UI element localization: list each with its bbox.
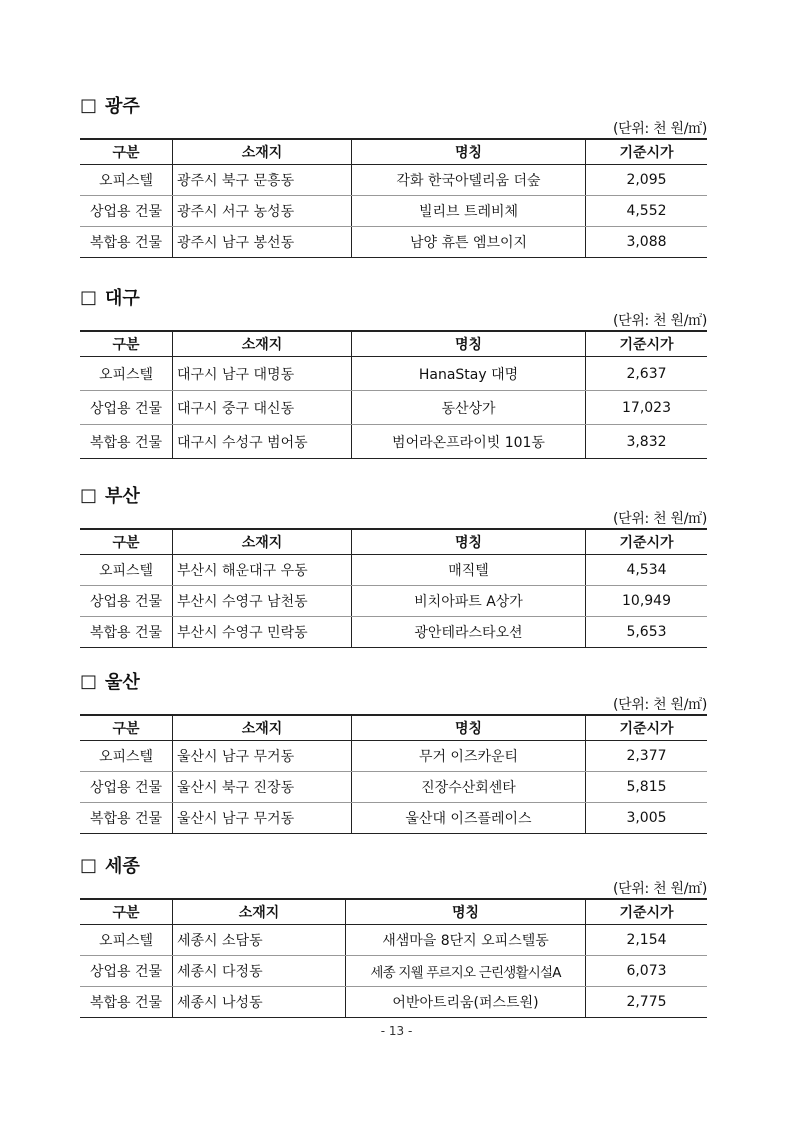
cell-location: 세종시 소담동 <box>173 925 346 956</box>
table-row <box>80 925 707 956</box>
cell-name: 울산대 이즈플레이스 <box>352 803 586 834</box>
table-row <box>80 803 707 834</box>
price-table <box>80 714 707 834</box>
cell-category: 복합용 건물 <box>80 803 173 834</box>
cell-category: 복합용 건물 <box>80 425 173 459</box>
section-title <box>80 482 140 508</box>
cell-value: 2,775 <box>586 987 708 1018</box>
unit-label: (단위: 천 원/㎡) <box>612 511 707 527</box>
cell-name: 각화 한국아델리움 더숲 <box>352 165 586 196</box>
cell-name: 광안테라스타오션 <box>352 617 586 648</box>
cell-category: 오피스텔 <box>80 925 173 956</box>
cell-name: 남양 휴튼 엠브이지 <box>352 227 586 258</box>
table-row <box>80 425 707 459</box>
price-table <box>80 528 707 648</box>
header-location: 소재지 <box>173 139 352 165</box>
cell-value: 4,552 <box>586 196 708 227</box>
table-row <box>80 956 707 987</box>
table-row <box>80 741 707 772</box>
cell-value: 2,377 <box>586 741 708 772</box>
cell-name: 빌리브 트레비체 <box>352 196 586 227</box>
cell-category: 상업용 건물 <box>80 391 173 425</box>
header-name: 명칭 <box>352 331 586 357</box>
cell-category: 상업용 건물 <box>80 196 173 227</box>
header-value: 기준시가 <box>586 529 708 555</box>
price-table <box>80 898 707 1018</box>
table-row <box>80 586 707 617</box>
table-header-row <box>80 529 707 555</box>
cell-location: 부산시 해운대구 우동 <box>173 555 352 586</box>
header-location: 소재지 <box>173 331 352 357</box>
table-header-row <box>80 715 707 741</box>
cell-value: 2,637 <box>586 357 708 391</box>
cell-name: 동산상가 <box>352 391 586 425</box>
section-title <box>80 668 140 694</box>
cell-name: 진장수산회센타 <box>352 772 586 803</box>
cell-value: 3,005 <box>586 803 708 834</box>
table-row <box>80 165 707 196</box>
table-row <box>80 227 707 258</box>
unit-label: (단위: 천 원/㎡) <box>612 313 707 329</box>
cell-value: 2,095 <box>586 165 708 196</box>
table-row <box>80 987 707 1018</box>
cell-value: 4,534 <box>586 555 708 586</box>
header-category: 구분 <box>80 529 173 555</box>
table-row <box>80 391 707 425</box>
unit-label: (단위: 천 원/㎡) <box>612 881 707 897</box>
cell-name: 새샘마을 8단지 오피스텔동 <box>346 925 586 956</box>
cell-location: 대구시 수성구 범어동 <box>173 425 352 459</box>
cell-value: 5,653 <box>586 617 708 648</box>
cell-location: 세종시 다정동 <box>173 956 346 987</box>
section-title <box>80 852 140 878</box>
section-title-text: 울산 <box>105 672 140 693</box>
cell-location: 울산시 남구 무거동 <box>173 741 352 772</box>
cell-name: 무거 이즈카운티 <box>352 741 586 772</box>
cell-location: 광주시 북구 문흥동 <box>173 165 352 196</box>
table-header-row <box>80 899 707 925</box>
table-header-row <box>80 331 707 357</box>
checkbox-square-icon: □ <box>80 286 98 308</box>
section-title-text: 광주 <box>105 96 140 117</box>
cell-name: 범어라온프라이빗 101동 <box>352 425 586 459</box>
header-location: 소재지 <box>173 529 352 555</box>
checkbox-square-icon: □ <box>80 484 98 506</box>
header-value: 기준시가 <box>586 899 708 925</box>
section-title-text: 세종 <box>105 856 140 877</box>
cell-location: 울산시 남구 무거동 <box>173 803 352 834</box>
table-row <box>80 357 707 391</box>
header-location: 소재지 <box>173 715 352 741</box>
cell-category: 복합용 건물 <box>80 987 173 1018</box>
page-number: - 13 - <box>380 1024 413 1038</box>
cell-category: 오피스텔 <box>80 555 173 586</box>
cell-category: 오피스텔 <box>80 357 173 391</box>
table-row <box>80 555 707 586</box>
header-location: 소재지 <box>173 899 346 925</box>
cell-name: 비치아파트 A상가 <box>352 586 586 617</box>
cell-location: 부산시 수영구 남천동 <box>173 586 352 617</box>
checkbox-square-icon: □ <box>80 670 98 692</box>
checkbox-square-icon: □ <box>80 854 98 876</box>
cell-name: 세종 지웰 푸르지오 근린생활시설A <box>346 956 586 987</box>
header-name: 명칭 <box>352 715 586 741</box>
header-name: 명칭 <box>352 529 586 555</box>
header-value: 기준시가 <box>586 715 708 741</box>
price-table <box>80 330 707 459</box>
header-category: 구분 <box>80 139 173 165</box>
cell-name: 어반아트리움(퍼스트원) <box>346 987 586 1018</box>
cell-location: 대구시 남구 대명동 <box>173 357 352 391</box>
unit-label: (단위: 천 원/㎡) <box>612 697 707 713</box>
checkbox-square-icon: □ <box>80 94 98 116</box>
header-name: 명칭 <box>352 139 586 165</box>
cell-category: 상업용 건물 <box>80 586 173 617</box>
cell-category: 복합용 건물 <box>80 617 173 648</box>
cell-value: 3,832 <box>586 425 708 459</box>
cell-value: 5,815 <box>586 772 708 803</box>
cell-category: 상업용 건물 <box>80 772 173 803</box>
cell-category: 오피스텔 <box>80 165 173 196</box>
cell-location: 울산시 북구 진장동 <box>173 772 352 803</box>
table-row <box>80 617 707 648</box>
cell-value: 10,949 <box>586 586 708 617</box>
section-title <box>80 92 140 118</box>
header-value: 기준시가 <box>586 139 708 165</box>
cell-category: 복합용 건물 <box>80 227 173 258</box>
table-row <box>80 772 707 803</box>
unit-label: (단위: 천 원/㎡) <box>612 121 707 137</box>
cell-location: 대구시 중구 대신동 <box>173 391 352 425</box>
cell-category: 오피스텔 <box>80 741 173 772</box>
section-title-text: 부산 <box>105 486 140 507</box>
header-category: 구분 <box>80 899 173 925</box>
section-title <box>80 284 140 310</box>
cell-value: 2,154 <box>586 925 708 956</box>
table-row <box>80 196 707 227</box>
cell-name: 매직텔 <box>352 555 586 586</box>
header-category: 구분 <box>80 331 173 357</box>
section-title-text: 대구 <box>105 288 140 309</box>
header-category: 구분 <box>80 715 173 741</box>
header-value: 기준시가 <box>586 331 708 357</box>
header-name: 명칭 <box>346 899 586 925</box>
cell-location: 세종시 나성동 <box>173 987 346 1018</box>
cell-location: 부산시 수영구 민락동 <box>173 617 352 648</box>
cell-value: 6,073 <box>586 956 708 987</box>
cell-name: HanaStay 대명 <box>352 357 586 391</box>
cell-location: 광주시 서구 농성동 <box>173 196 352 227</box>
cell-category: 상업용 건물 <box>80 956 173 987</box>
cell-value: 17,023 <box>586 391 708 425</box>
cell-value: 3,088 <box>586 227 708 258</box>
price-table <box>80 138 707 258</box>
table-header-row <box>80 139 707 165</box>
cell-location: 광주시 남구 봉선동 <box>173 227 352 258</box>
